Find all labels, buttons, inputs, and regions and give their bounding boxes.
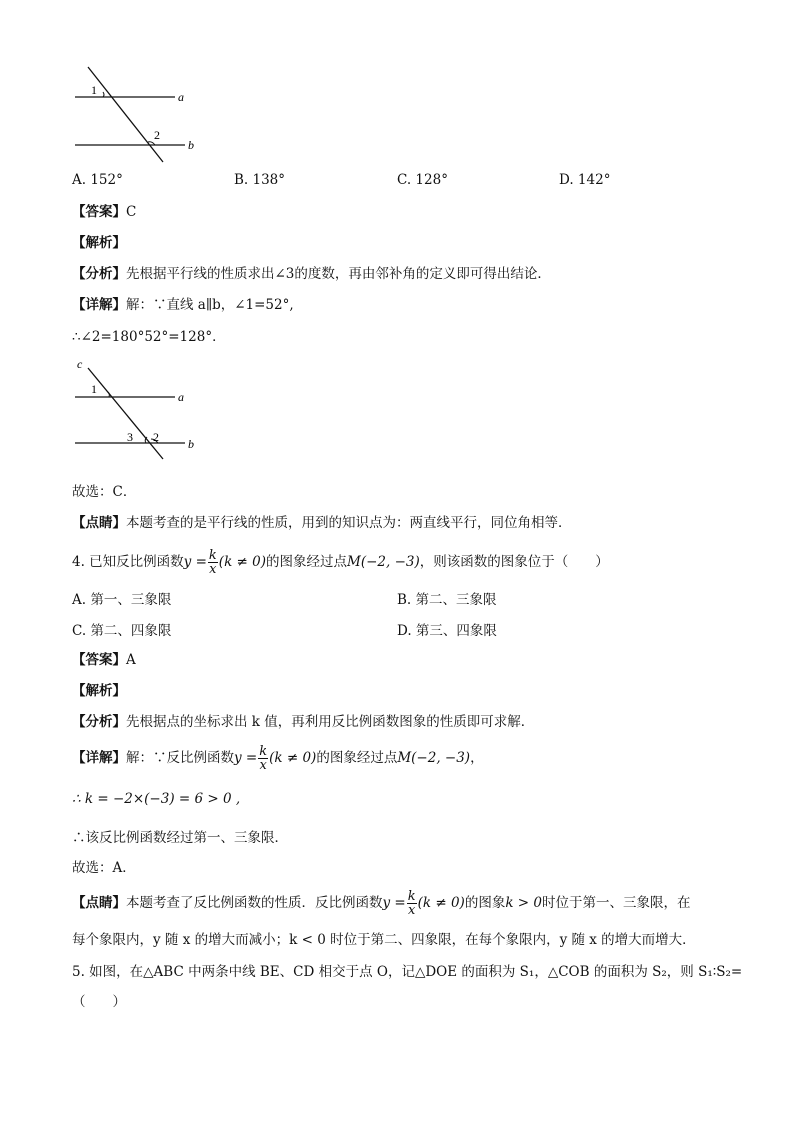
dianjing-1c: k > 0 [505, 895, 542, 911]
angle-1-arc [103, 92, 104, 97]
xiangjie-fraction [258, 745, 268, 772]
dianjing-fraction [407, 890, 417, 917]
dianjing-1b: 的图象 [464, 895, 506, 911]
fig1-label-a: a [178, 90, 184, 104]
q4-calc: ∴ k = −2×(−3) = 6 > 0 , [72, 791, 241, 807]
q4-option-b: B. 第二、三象限 [397, 592, 497, 608]
answer-value: C [126, 204, 137, 220]
q3-xiangjie [72, 295, 294, 315]
q4-stem [72, 549, 609, 576]
q3-dianjing [72, 513, 572, 533]
q3-answer [72, 202, 136, 222]
q4-stem-mid: 的图象经过点 [266, 554, 347, 570]
q4-fenxi [72, 712, 534, 732]
fig2-label-1: 1 [91, 382, 97, 396]
fig1-label-b: b [188, 138, 194, 152]
xiangjie-point: M(−2, −3) [397, 750, 471, 766]
q4-option-c: C. 第二、四象限 [72, 623, 172, 639]
q4-choose: 故选：A． [72, 860, 136, 876]
xiangjie-tag: 【详解】 [72, 750, 126, 766]
xiangjie-mid: 的图象经过点 [316, 750, 398, 766]
q3-analysis-tag: 【解析】 [72, 235, 126, 251]
xiangjie-tag: 【详解】 [72, 297, 126, 313]
xiangjie-suffix: ， [470, 750, 484, 766]
q4-answer [72, 650, 136, 670]
transversal [88, 67, 163, 162]
dianjing-1a: 本题考查了反比例函数的性质．反比例函数 [126, 895, 383, 911]
q4-stem-suffix: ，则该函数的图象位于（ ） [419, 554, 609, 570]
fig1-label-1: 1 [91, 83, 97, 97]
fenxi-tag: 【分析】 [72, 266, 126, 282]
frac-num: k [208, 548, 217, 563]
fig1-label-2: 2 [154, 128, 160, 142]
xiangjie-text: 解：∵直线 a∥b，∠1=52°, [126, 297, 294, 313]
q3-choose: 故选：C． [72, 484, 137, 500]
answer-value: A [126, 652, 136, 668]
q4-point: M(−2, −3) [347, 554, 420, 570]
frac-den: x [259, 758, 267, 773]
frac-den: x [209, 562, 217, 577]
q3-step2: ∴∠2=180°52°=128°． [72, 329, 226, 345]
q3-option-a: A. 152° [72, 172, 123, 188]
frac-num: k [407, 889, 416, 904]
xiangjie-cond: (k ≠ 0) [269, 750, 317, 766]
q3-option-b: B. 138° [234, 172, 286, 188]
fig2-label-3: 3 [127, 430, 133, 444]
q4-func-y: y = [183, 554, 207, 570]
q4-option-a: A. 第一、三象限 [72, 592, 172, 608]
q5-stem-line1: 5. 如图，在△ABC 中两条中线 BE、CD 相交于点 O，记△DOE 的面积为 S₁，△COB 的面积为 S₂，则 S₁∶S₂= [72, 964, 743, 980]
q5-stem-line2: （ ） [72, 994, 126, 1010]
q3-option-c: C. 128° [397, 172, 448, 188]
q4-cond: (k ≠ 0) [218, 554, 266, 570]
dianjing-tag: 【点睛】 [72, 895, 126, 911]
xiangjie-func-y: y = [234, 750, 258, 766]
q3-option-d: D. 142° [559, 172, 611, 188]
parallel-lines-figure-1 [70, 62, 210, 172]
fig2-label-c: c [77, 357, 83, 371]
xiangjie-prefix: 解：∵反比例函数 [126, 750, 234, 766]
q4-dianjing-line1 [72, 890, 691, 917]
dianjing-func-y: y = [382, 895, 406, 911]
dianjing-text: 本题考查的是平行线的性质，用到的知识点为：两直线平行，同位角相等． [126, 515, 572, 531]
angle-1-arc [108, 392, 109, 397]
frac-den: x [408, 903, 416, 918]
q4-analysis-tag: 【解析】 [72, 683, 126, 699]
dianjing-tag: 【点睛】 [72, 515, 126, 531]
dianjing-cond: (k ≠ 0) [417, 895, 465, 911]
transversal-c [88, 368, 163, 459]
answer-tag: 【答案】 [72, 204, 126, 220]
q4-fraction [208, 549, 218, 576]
fig2-label-a: a [178, 390, 184, 404]
dianjing-1d: 时位于第一、三象限，在 [542, 895, 691, 911]
q4-stem-prefix: 4. 已知反比例函数 [72, 554, 184, 570]
q4-option-d: D. 第三、四象限 [397, 623, 497, 639]
fig2-label-2: 2 [153, 430, 159, 444]
fenxi-text: 先根据点的坐标求出 k 值，再利用反比例函数图象的性质即可求解． [126, 714, 535, 730]
frac-num: k [259, 744, 268, 759]
fenxi-text: 先根据平行线的性质求出∠3的度数，再由邻补角的定义即可得出结论． [126, 266, 551, 282]
q4-dianjing-line2: 每个象限内，y 随 x 的增大而减小；k < 0 时位于第二、四象限，在每个象限内，y 随 x 的增大而增大． [72, 932, 696, 948]
q4-xiangjie [72, 745, 484, 772]
parallel-lines-figure-2 [70, 355, 210, 463]
fig2-label-b: b [188, 437, 194, 451]
q3-fenxi [72, 264, 551, 284]
fenxi-tag: 【分析】 [72, 714, 126, 730]
q4-conclusion: ∴该反比例函数经过第一、三象限． [72, 830, 288, 846]
answer-tag: 【答案】 [72, 652, 126, 668]
